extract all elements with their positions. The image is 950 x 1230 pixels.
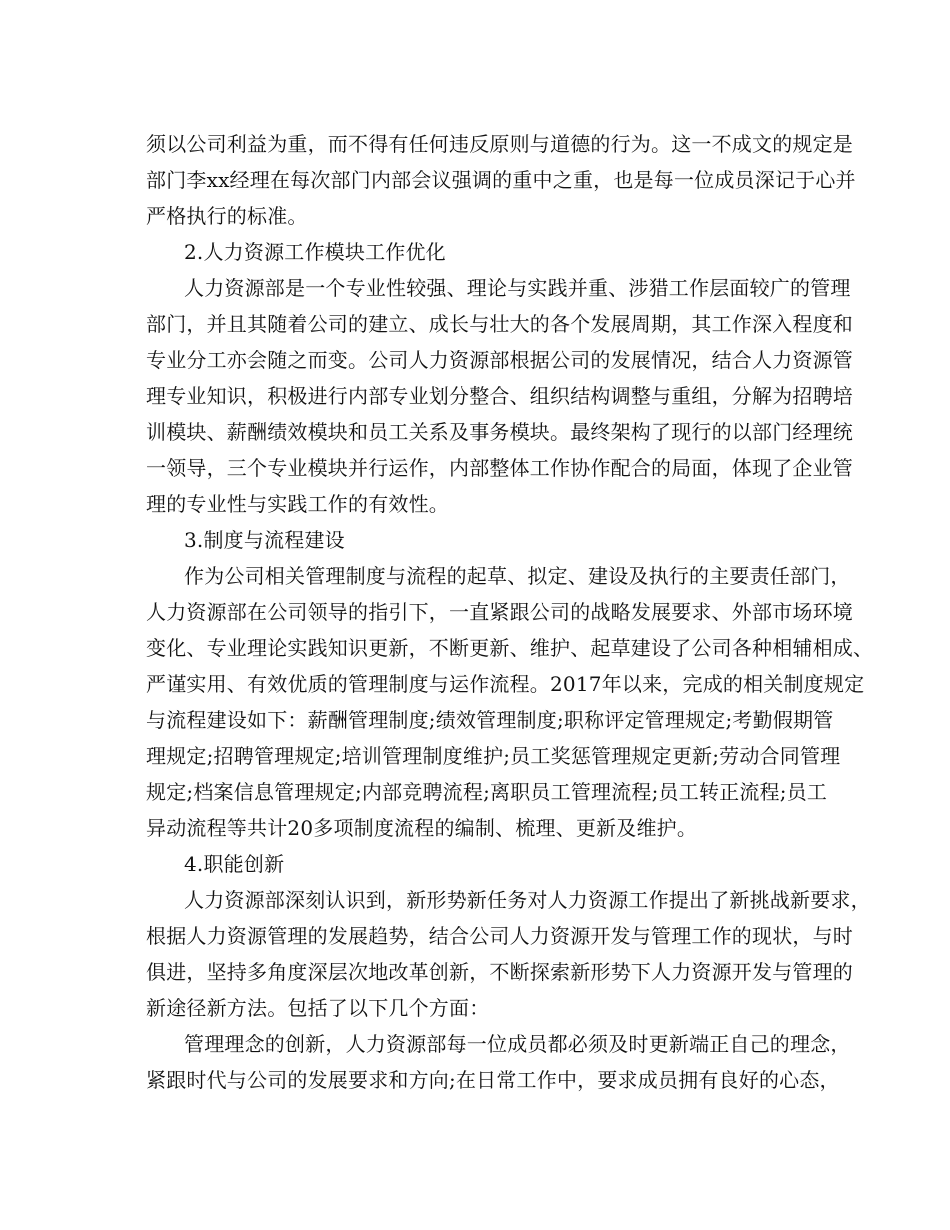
text-line: 专业分工亦会随之而变。公司人力资源部根据公司的发展情况，结合人力资源管 (146, 348, 853, 372)
text-line: 严格执行的标准。 (146, 204, 308, 228)
text-line: 与流程建设如下：薪酬管理制度;绩效管理制度;职称评定管理规定;考勤假期管 (146, 708, 834, 732)
text-line: 严谨实用、有效优质的管理制度与运作流程。2017年以来，完成的相关制度规定 (146, 672, 865, 696)
text-line: 理的专业性与实践工作的有效性。 (146, 492, 449, 516)
text-line: 管理理念的创新，人力资源部每一位成员都必须及时更新端正自己的理念， (184, 1032, 851, 1056)
text-line: 部门，并且其随着公司的建立、成长与壮大的各个发展周期，其工作深入程度和 (146, 312, 853, 336)
section-heading: 2.人力资源工作模块工作优化 (184, 240, 446, 264)
text-line: 规定;档案信息管理规定;内部竞聘流程;离职员工管理流程;员工转正流程;员工 (146, 780, 828, 804)
text-line: 新途径新方法。包括了以下几个方面： (146, 996, 490, 1020)
text-line: 理专业知识，积极进行内部专业划分整合、组织结构调整与重组，分解为招聘培 (146, 384, 853, 408)
text-line: 人力资源部在公司领导的指引下，一直紧跟公司的战略发展要求、外部市场环境 (146, 600, 853, 624)
text-line: 俱进，坚持多角度深层次地改革创新，不断探索新形势下人力资源开发与管理的 (146, 960, 853, 984)
text-line: 变化、专业理论实践知识更新，不断更新、维护、起草建设了公司各种相辅相成、 (146, 636, 874, 660)
text-line: 紧跟时代与公司的发展要求和方向;在日常工作中，要求成员拥有良好的心态， (146, 1068, 840, 1092)
text-line: 一领导，三个专业模块并行运作，内部整体工作协作配合的局面，体现了企业管 (146, 456, 853, 480)
text-line: 作为公司相关管理制度与流程的起草、拟定、建设及执行的主要责任部门， (184, 564, 851, 588)
text-line: 人力资源部深刻认识到，新形势新任务对人力资源工作提出了新挑战新要求， (184, 888, 871, 912)
text-line: 训模块、薪酬绩效模块和员工关系及事务模块。最终架构了现行的以部门经理统 (146, 420, 853, 444)
text-line: 异动流程等共计20多项制度流程的编制、梳理、更新及维护。 (146, 816, 698, 840)
section-heading: 4.职能创新 (184, 852, 285, 876)
text-line: 须以公司利益为重，而不得有任何违反原则与道德的行为。这一不成文的规定是 (146, 132, 853, 156)
section-heading: 3.制度与流程建设 (184, 528, 345, 552)
text-line: 根据人力资源管理的发展趋势，结合公司人力资源开发与管理工作的现状，与时 (146, 924, 853, 948)
text-line: 人力资源部是一个专业性较强、理论与实践并重、涉猎工作层面较广的管理 (184, 276, 851, 300)
text-line: 部门李xx经理在每次部门内部会议强调的重中之重，也是每一位成员深记于心并 (146, 168, 856, 192)
text-line: 理规定;招聘管理规定;培训管理制度维护;员工奖惩管理规定更新;劳动合同管理 (146, 744, 841, 768)
